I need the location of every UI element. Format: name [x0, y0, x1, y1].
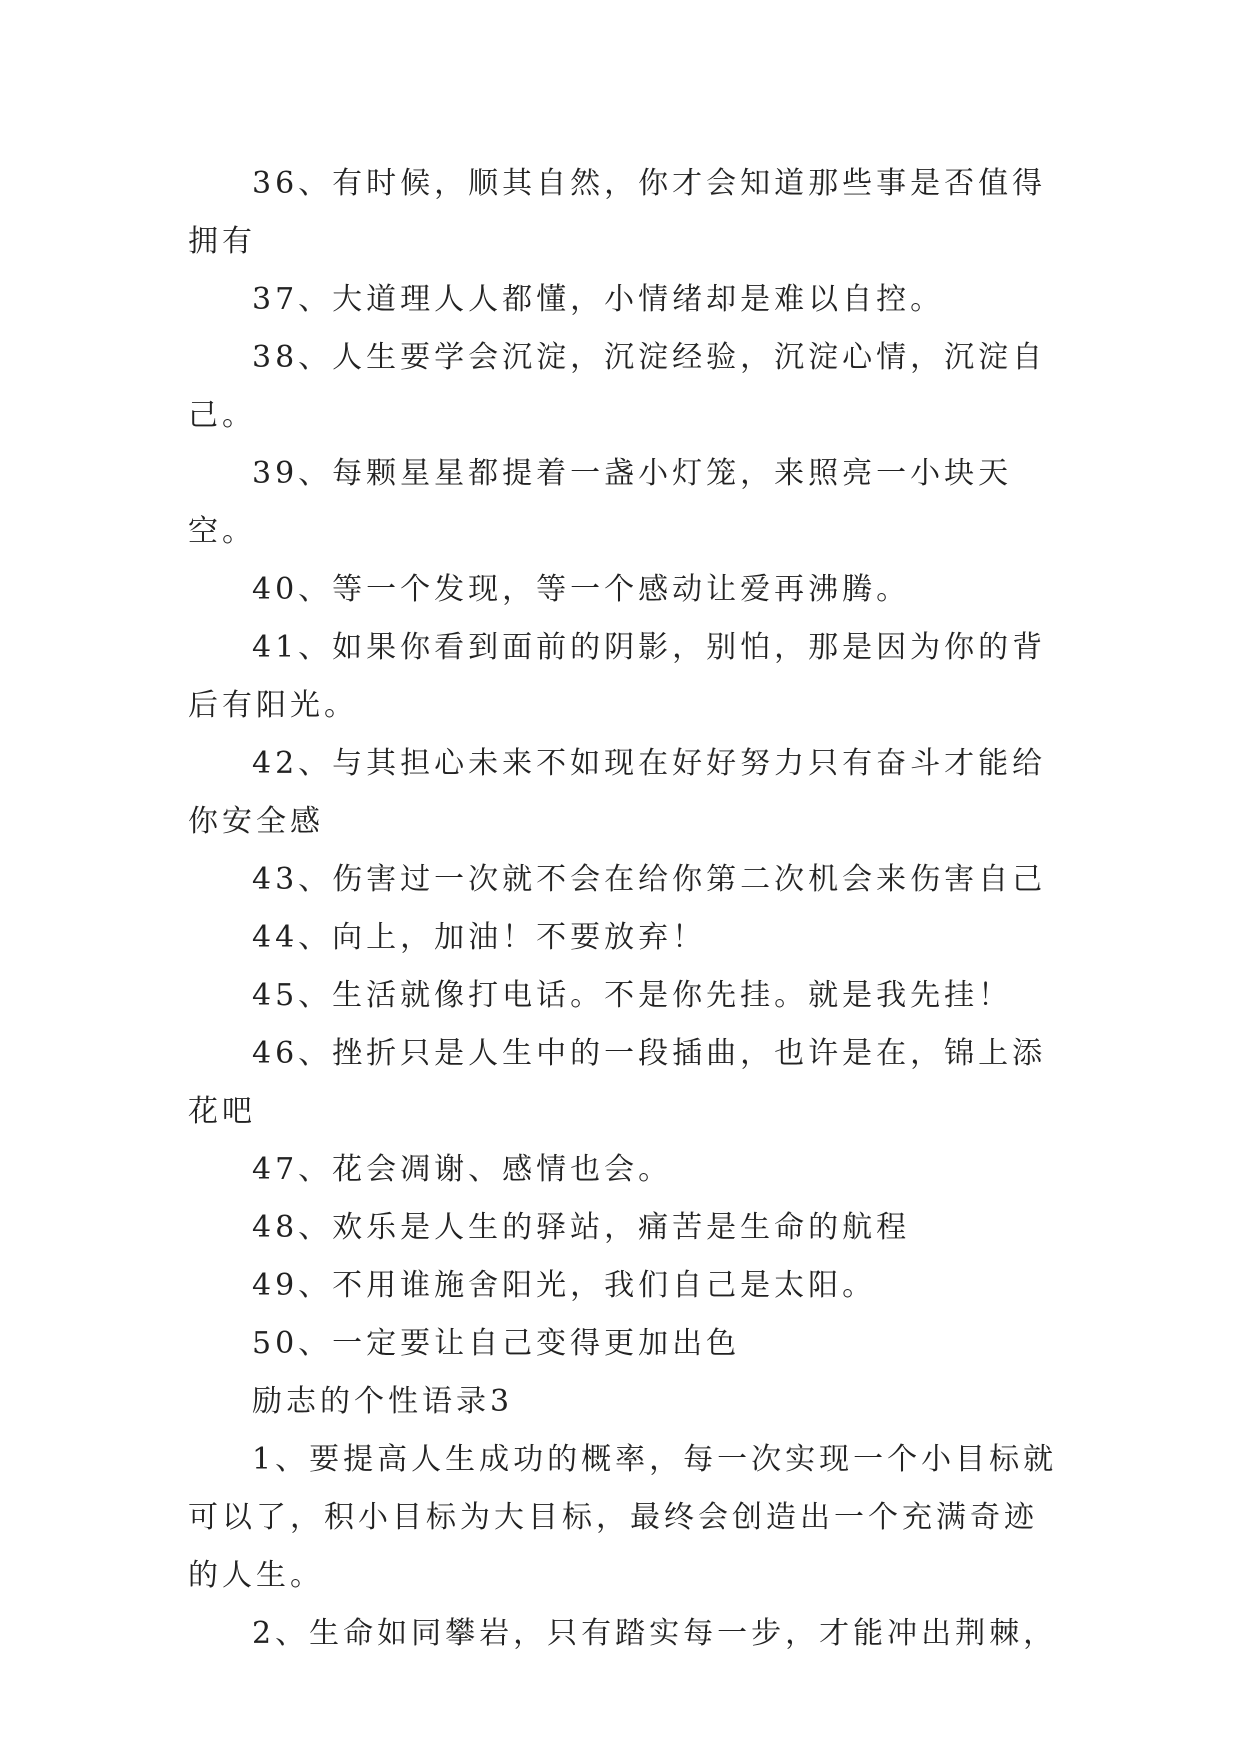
quote-37: 37、大道理人人都懂，小情绪却是难以自控。 — [252, 282, 945, 317]
quote-44: 44、向上，加油！不要放弃！ — [252, 920, 707, 955]
quote-36: 36、有时候，顺其自然，你才会知道那些事是否值得拥有 — [188, 166, 1047, 259]
quote-38: 38、人生要学会沉淀，沉淀经验，沉淀心情，沉淀自己。 — [188, 340, 1047, 433]
quote-47: 47、花会凋谢、感情也会。 — [252, 1152, 673, 1187]
quote-45: 45、生活就像打电话。不是你先挂。就是我先挂！ — [252, 978, 1013, 1013]
quote-50: 50、一定要让自己变得更加出色 — [252, 1326, 741, 1361]
quote-49: 49、不用谁施舍阳光，我们自己是太阳。 — [252, 1268, 877, 1303]
quote-40: 40、等一个发现，等一个感动让爱再沸腾。 — [252, 572, 911, 607]
quote-41: 41、如果你看到面前的阴影，别怕，那是因为你的背后有阳光。 — [188, 630, 1047, 723]
quote-42: 42、与其担心未来不如现在好好努力只有奋斗才能给你安全感 — [188, 746, 1047, 839]
quote-39: 39、每颗星星都提着一盏小灯笼，来照亮一小块天空。 — [188, 456, 1013, 549]
section-heading: 励志的个性语录3 — [252, 1384, 514, 1419]
quote-1: 1、要提高人生成功的概率，每一次实现一个小目标就可以了，积小目标为大目标，最终会创造出一个充满奇迹的人生。 — [188, 1442, 1058, 1593]
quote-48: 48、欢乐是人生的驿站，痛苦是生命的航程 — [252, 1210, 911, 1245]
document-body — [188, 155, 1058, 1663]
quote-46: 46、挫折只是人生中的一段插曲，也许是在，锦上添花吧 — [188, 1036, 1047, 1129]
quote-43: 43、伤害过一次就不会在给你第二次机会来伤害自己 — [252, 862, 1047, 897]
quote-2: 2、生命如同攀岩，只有踏实每一步，才能冲出荆棘， — [252, 1616, 1058, 1651]
